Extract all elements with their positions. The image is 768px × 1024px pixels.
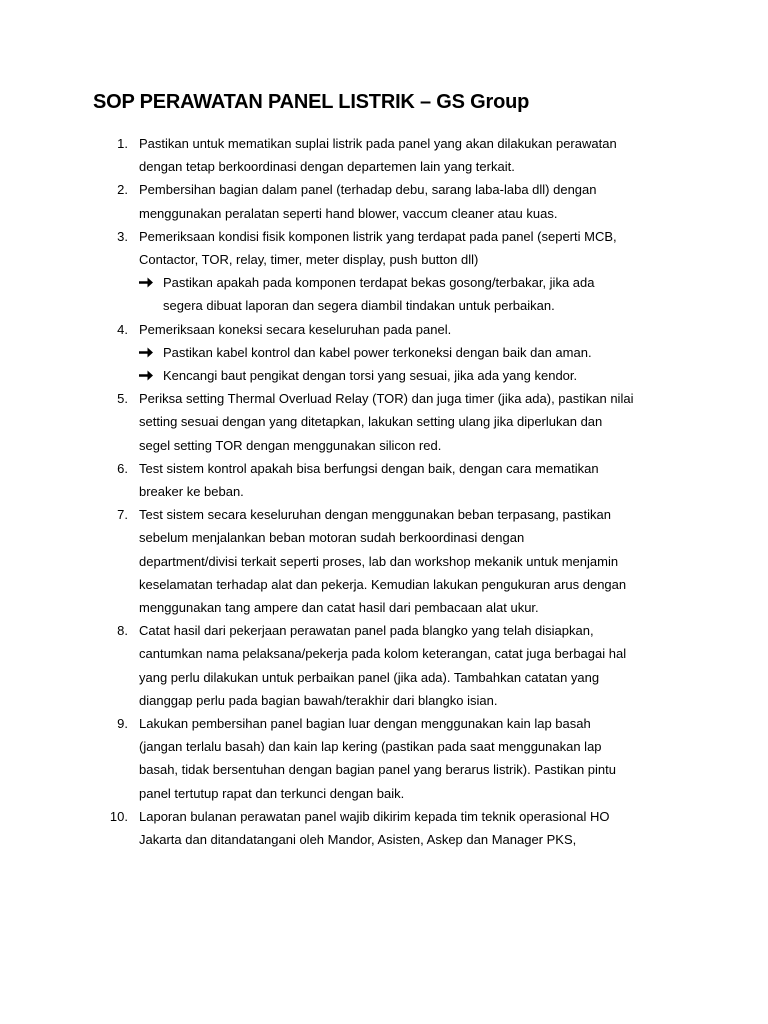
item-text-line: menggunakan tang ampere dan catat hasil dari pembacaan alat ukur. [139, 600, 539, 616]
item-text-line: Pastikan untuk mematikan suplai listrik pada panel yang akan dilakukan perawatan [139, 136, 617, 151]
list-item [0, 132, 768, 178]
sub-item [0, 364, 768, 387]
list-item [0, 619, 768, 712]
document-title: SOP PERAWATAN PANEL LISTRIK – GS Group [93, 91, 530, 113]
item-text-line: Contactor, TOR, relay, timer, meter display, push button dll) [139, 252, 479, 268]
right-arrow-icon [139, 271, 153, 294]
list-item [0, 805, 768, 851]
item-number: 10. [109, 808, 128, 824]
list-item [0, 712, 768, 805]
list-item [0, 387, 768, 457]
item-text-line: Laporan bulanan perawatan panel wajib dikirim kepada tim teknik operasional HO [139, 808, 610, 824]
right-arrow-icon [139, 364, 153, 387]
item-number: 8. [117, 623, 128, 639]
item-text-line: panel tertutup rapat dan terkunci dengan baik. [139, 785, 405, 801]
item-text-line: (jangan terlalu basah) dan kain lap kering (pastikan pada saat menggunakan lap [139, 739, 602, 755]
sub-item-text-line: Kencangi baut pengikat dengan torsi yang sesuai, jika ada yang kendor. [163, 368, 578, 384]
list-item [0, 457, 768, 503]
item-text-line: segel setting TOR dengan menggunakan silicon red. [139, 437, 442, 453]
item-number: 1. [117, 136, 128, 151]
item-text-line: cantumkan nama pelaksana/pekerja pada kolom keterangan, catat juga berbagai hal [139, 646, 627, 662]
sub-item-text-line: Pastikan kabel kontrol dan kabel power terkoneksi dengan baik dan aman. [163, 344, 592, 360]
list-item [0, 503, 768, 619]
item-text-line: Pemeriksaan kondisi fisik komponen listrik yang terdapat pada panel (seperti MCB, [139, 228, 617, 244]
sub-item [0, 271, 768, 317]
item-text-line: Test sistem kontrol apakah bisa berfungsi dengan baik, dengan cara mematikan [139, 460, 599, 476]
item-number: 9. [117, 716, 128, 732]
item-number: 7. [117, 507, 128, 523]
item-text-line: Catat hasil dari pekerjaan perawatan panel pada blangko yang telah disiapkan, [139, 623, 594, 639]
item-text-line: sebelum menjalankan beban motoran sudah berkoordinasi dengan [139, 530, 525, 546]
item-number: 2. [117, 182, 128, 198]
item-text-line: basah, tidak bersentuhan dengan bagian panel yang berarus listrik). Pastikan pintu [139, 762, 616, 778]
sub-item-text-line: Pastikan apakah pada komponen terdapat bekas gosong/terbakar, jika ada [163, 275, 595, 291]
item-number: 5. [117, 391, 128, 407]
item-text-line: breaker ke beban. [139, 484, 244, 500]
item-text-line: setting sesuai dengan yang ditetapkan, lakukan setting ulang jika diperlukan dan [139, 414, 603, 430]
item-text-line: Jakarta dan ditandatangani oleh Mandor, Asisten, Askep dan Manager PKS, [139, 832, 577, 848]
item-text-line: menggunakan peralatan seperti hand blower, vaccum cleaner atau kuas. [139, 205, 558, 221]
item-text-line: Periksa setting Thermal Overluad Relay (TOR) dan juga timer (jika ada), pastikan nilai [139, 391, 634, 407]
item-text-line: Pemeriksaan koneksi secara keseluruhan pada panel. [139, 321, 452, 337]
item-number: 6. [117, 460, 128, 476]
sub-item-text-line: segera dibuat laporan dan segera diambil tindakan untuk perbaikan. [163, 298, 555, 314]
sub-item [0, 341, 768, 364]
item-text-line: Pembersihan bagian dalam panel (terhadap debu, sarang laba-laba dll) dengan [139, 182, 597, 198]
item-text-line: yang perlu dilakukan untuk perbaikan panel (jika ada). Tambahkan catatan yang [139, 669, 600, 685]
item-text-line: dianggap perlu pada bagian bawah/terakhir dari blangko isian. [139, 692, 498, 708]
list-item [0, 318, 768, 388]
item-number: 3. [117, 228, 128, 244]
right-arrow-icon [139, 341, 153, 364]
procedure-list [0, 132, 768, 851]
item-text-line: department/divisi terkait seperti proses, lab dan workshop mekanik untuk menjamin [139, 553, 619, 569]
list-item [0, 178, 768, 224]
item-text-line: dengan tetap berkoordinasi dengan departemen lain yang terkait. [139, 159, 515, 175]
item-text-line: Test sistem secara keseluruhan dengan menggunakan beban terpasang, pastikan [139, 507, 611, 523]
item-number: 4. [117, 321, 128, 337]
list-item [0, 225, 768, 318]
item-text-line: keselamatan terhadap alat dan pekerja. Kemudian lakukan pengukuran arus dengan [139, 576, 627, 592]
item-text-line: Lakukan pembersihan panel bagian luar dengan menggunakan kain lap basah [139, 716, 591, 732]
